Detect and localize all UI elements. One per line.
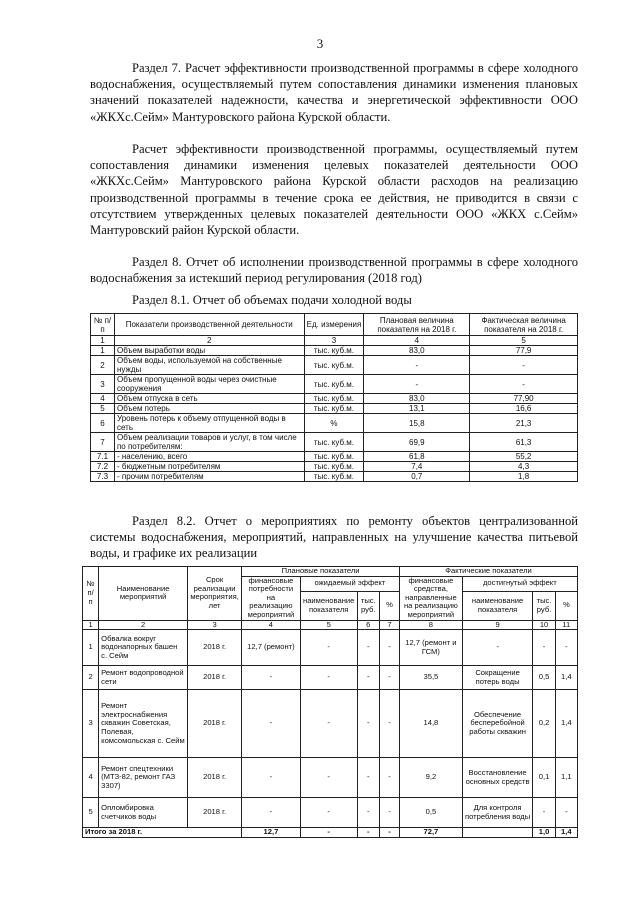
cell: Ремонт спецтехники (МТЗ-82, ремонт ГАЗ 3307) [99, 758, 188, 798]
cell: 83,0 [364, 346, 470, 356]
header-cell: № п/ п [83, 567, 99, 621]
cell: 7.1 [91, 452, 115, 462]
cell: тыс. куб.м. [304, 462, 364, 472]
cell: 6 [357, 620, 379, 630]
cell: - [357, 630, 379, 666]
cell: Итого за 2018 г. [83, 828, 242, 838]
cell: Для контроля потребления воды [462, 798, 533, 828]
table-row [83, 690, 578, 758]
cell: тыс. куб.м. [304, 404, 364, 414]
cell: 1,4 [555, 690, 577, 758]
header-cell: Срок реализации мероприятия, лет [188, 567, 242, 621]
table-row [91, 356, 578, 375]
header-cell: тыс. руб. [533, 591, 555, 620]
header-cell: Фактические показатели [400, 567, 578, 577]
cell: 1,0 [533, 828, 555, 838]
table-row [91, 375, 578, 394]
cell: Объем отпуска в сеть [114, 394, 304, 404]
cell: 5 [300, 620, 357, 630]
section-8-2-title: Раздел 8.2. Отчет о мероприятиях по ремонту объектов централизованной системы водоснабжения, мероприятий, направленных на улучшение качества питьевой воды, и графике их реализации [90, 514, 578, 561]
repair-measures-table [82, 566, 578, 838]
header-cell: наименование показателя [462, 591, 533, 620]
cell: 12,7 [242, 828, 301, 838]
cell: 2018 г. [188, 666, 242, 690]
cell: 14,8 [400, 690, 463, 758]
cell: 0,1 [533, 758, 555, 798]
cell: Объем пропущенной воды через очистные сооружения [114, 375, 304, 394]
cell [462, 828, 533, 838]
section-7-paragraph: Раздел 7. Расчет эффективности производственной программы в сфере холодного водоснабжения, осуществляемый путем сопоставления динамики изменения плановых значений показателей надежности, качества и энергетической эффективности ООО «ЖКХс.Сейм» Мантуровского района Курской области. [90, 61, 578, 124]
cell: Опломбировка счетчиков воды [99, 798, 188, 828]
cell: тыс. куб.м. [304, 375, 364, 394]
header-cell: Плановые показатели [242, 567, 400, 577]
cell: 2 [91, 356, 115, 375]
cell: 7.3 [91, 472, 115, 482]
cell: - [379, 758, 399, 798]
table-row [83, 798, 578, 828]
cell: 0,2 [533, 690, 555, 758]
cell: Обеспечение бесперебойной работы скважин [462, 690, 533, 758]
cell: - бюджетным потребителям [114, 462, 304, 472]
cell: Ремонт водопроводной сети [99, 666, 188, 690]
cell: - [357, 798, 379, 828]
cell: 21,3 [470, 414, 578, 433]
cell: - [357, 690, 379, 758]
cell: - [379, 630, 399, 666]
header-cell: Фактическая величина показателя на 2018 г. [470, 314, 578, 336]
cell: Восстановление основных средств [462, 758, 533, 798]
cell: - [300, 630, 357, 666]
cell: 3 [304, 336, 364, 346]
cell: 77,90 [470, 394, 578, 404]
cell: 7,4 [364, 462, 470, 472]
cell: 1,1 [555, 758, 577, 798]
cell: 13,1 [364, 404, 470, 414]
cell: - [470, 375, 578, 394]
cell: 4 [364, 336, 470, 346]
cell: 11 [555, 620, 577, 630]
cell: 4 [242, 620, 301, 630]
header-cell: ожидаемый эффект [300, 576, 399, 591]
cell: 0,5 [400, 798, 463, 828]
cell: 9,2 [400, 758, 463, 798]
cell: 61,3 [470, 433, 578, 452]
cell: 7 [379, 620, 399, 630]
cell: 83,0 [364, 394, 470, 404]
cell: Ремонт электроснабжения скважин Советская, Полевая, комсомольская с. Сейм [99, 690, 188, 758]
cell: 35,5 [400, 666, 463, 690]
cell: - [533, 798, 555, 828]
cell: 2018 г. [188, 630, 242, 666]
cell: 8 [400, 620, 463, 630]
cell: 3 [188, 620, 242, 630]
section-8-1-title: Раздел 8.1. Отчет об объемах подачи холодной воды [132, 293, 412, 307]
cell: 7.2 [91, 462, 115, 472]
cell: 7 [91, 433, 115, 452]
cell: 10 [533, 620, 555, 630]
header-cell: Ед. измерения [304, 314, 364, 336]
cell: 0,5 [533, 666, 555, 690]
cell: - [300, 758, 357, 798]
cell: 2018 г. [188, 798, 242, 828]
cell: Объем потерь [114, 404, 304, 414]
cell: Обвалка вокруг водонапорных башен с. Сейм [99, 630, 188, 666]
cell: тыс. куб.м. [304, 433, 364, 452]
cell: тыс. куб.м. [304, 356, 364, 375]
cell: Объем воды, используемой на собственные нужды [114, 356, 304, 375]
cell: 12,7 (ремонт и ГСМ) [400, 630, 463, 666]
cell: тыс. куб.м. [304, 452, 364, 462]
column-number-row [83, 620, 578, 630]
section-8-heading: Раздел 8. Отчет об исполнении производственной программы в сфере холодного водоснабжения за истекший период регулирования (2018 год) [90, 255, 578, 286]
total-row [83, 828, 578, 838]
table-header-row [83, 567, 578, 577]
table-row [91, 472, 578, 482]
cell: Уровень потерь к объему отпущенной воды в сеть [114, 414, 304, 433]
cell: 2 [114, 336, 304, 346]
cell: - [300, 798, 357, 828]
cell: - [300, 690, 357, 758]
table-row [91, 414, 578, 433]
cell: 1,4 [555, 666, 577, 690]
cell: 5 [91, 404, 115, 414]
cell: - [242, 758, 301, 798]
cell: 3 [91, 375, 115, 394]
cell: 55,2 [470, 452, 578, 462]
cell: 2 [99, 620, 188, 630]
cell: Сокращение потерь воды [462, 666, 533, 690]
cell: - [470, 356, 578, 375]
table-row [91, 462, 578, 472]
cell: 12,7 (ремонт) [242, 630, 301, 666]
cell: 0,7 [364, 472, 470, 482]
cell: 15,8 [364, 414, 470, 433]
cell: 1,4 [555, 828, 577, 838]
cell: 1,8 [470, 472, 578, 482]
water-volume-table [90, 313, 578, 482]
table-row [83, 666, 578, 690]
cell: - [555, 630, 577, 666]
cell: - [242, 798, 301, 828]
cell: 72,7 [400, 828, 463, 838]
cell: - [379, 666, 399, 690]
header-cell: тыс. руб. [357, 591, 379, 620]
cell: % [304, 414, 364, 433]
header-cell: № п/п [91, 314, 115, 336]
cell: 1 [91, 346, 115, 356]
cell: - прочим потребителям [114, 472, 304, 482]
cell: - [357, 666, 379, 690]
cell: 9 [462, 620, 533, 630]
cell: 6 [91, 414, 115, 433]
cell: 77,9 [470, 346, 578, 356]
cell: - [379, 828, 399, 838]
cell: Объем реализации товаров и услуг, в том числе по потребителям: [114, 433, 304, 452]
header-cell: % [379, 591, 399, 620]
cell: 5 [83, 798, 99, 828]
cell: тыс. куб.м. [304, 394, 364, 404]
cell: - [357, 828, 379, 838]
column-number-row [91, 336, 578, 346]
cell: - населению, всего [114, 452, 304, 462]
cell: - [242, 690, 301, 758]
header-cell: финансовые потребности на реализацию мероприятий [242, 576, 301, 620]
cell: - [462, 630, 533, 666]
cell: 5 [470, 336, 578, 346]
cell: - [555, 798, 577, 828]
cell: Объем выработки воды [114, 346, 304, 356]
section-7-explanation: Расчет эффективности производственной программы, осуществляемый путем сопоставления динамики изменения целевых показателей деятельности ООО «ЖКХс.Сейм» Мантуровского района Курской области расходов на реализацию производственной программы в течение срока ее действия, не приводится в связи с отсутствием утвержденных целевых показателей деятельности ООО «ЖКХ с.Сейм» Мантуровский район Курской области. [90, 142, 578, 238]
page-number: 3 [316, 36, 324, 51]
table-row [91, 404, 578, 414]
table-row [91, 394, 578, 404]
cell: 1 [83, 620, 99, 630]
cell: тыс. куб.м. [304, 472, 364, 482]
cell: - [242, 666, 301, 690]
header-cell: % [555, 591, 577, 620]
header-cell: наименование показателя [300, 591, 357, 620]
table-row [83, 758, 578, 798]
header-cell: финансовые средства, направленные на реализацию мероприятий [400, 576, 463, 620]
cell: - [533, 630, 555, 666]
header-cell: достигнутый эффект [462, 576, 577, 591]
table-row [91, 433, 578, 452]
cell: 16,6 [470, 404, 578, 414]
cell: - [357, 758, 379, 798]
cell: 2018 г. [188, 758, 242, 798]
table-header-row [91, 314, 578, 336]
cell: 4 [83, 758, 99, 798]
cell: - [364, 356, 470, 375]
cell: 2018 г. [188, 690, 242, 758]
cell: 1 [83, 630, 99, 666]
cell: 61,8 [364, 452, 470, 462]
cell: - [300, 666, 357, 690]
table-row [91, 452, 578, 462]
cell: 1 [91, 336, 115, 346]
cell: - [379, 690, 399, 758]
header-cell: Показатели производственной деятельности [114, 314, 304, 336]
cell: - [364, 375, 470, 394]
cell: - [379, 798, 399, 828]
table-row [83, 630, 578, 666]
cell: 4,3 [470, 462, 578, 472]
header-cell: Плановая величина показателя на 2018 г. [364, 314, 470, 336]
header-cell: Наименование мероприятий [99, 567, 188, 621]
cell: 2 [83, 666, 99, 690]
cell: 4 [91, 394, 115, 404]
table-row [91, 346, 578, 356]
cell: 3 [83, 690, 99, 758]
cell: тыс. куб.м. [304, 346, 364, 356]
cell: 69,9 [364, 433, 470, 452]
cell: - [300, 828, 357, 838]
